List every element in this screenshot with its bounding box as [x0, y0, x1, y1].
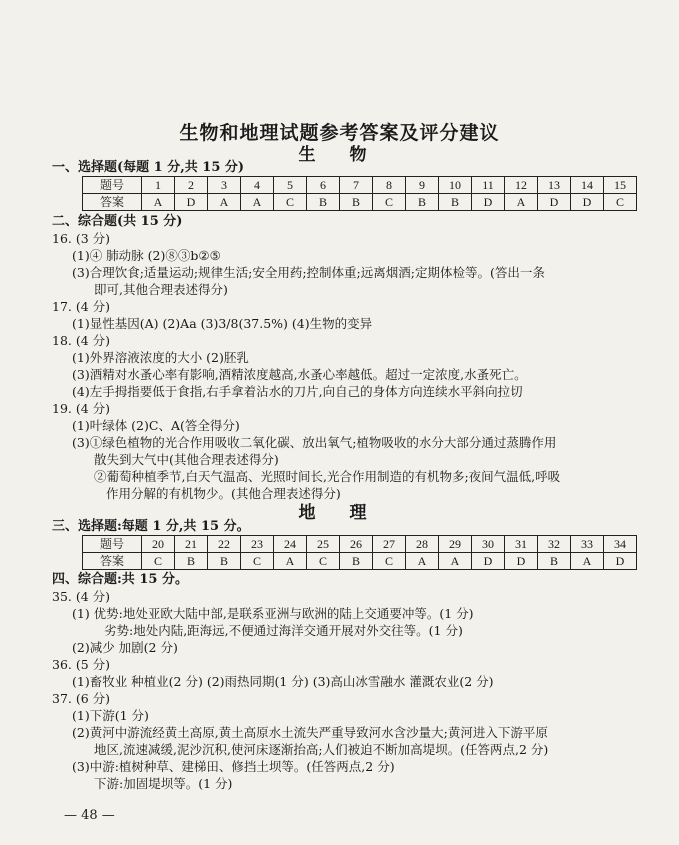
page-number: — 48 —: [64, 808, 115, 823]
q35-answer-1-disadvantage: 劣势:地处内陆,距海远,不便通过海洋交通开展对外交往等。(1 分): [104, 623, 463, 638]
answer-cell: B: [439, 194, 472, 211]
q37-answer-2-cont: 地区,流速减缓,泥沙沉积,使河床逐渐抬高;人们被迫不断加高堤坝。(任答两点,2 分): [94, 742, 549, 757]
answer-cell: D: [505, 553, 538, 570]
q35-answer-2: (2)减少 加剧(2 分): [72, 640, 178, 655]
row-label: 题号: [83, 536, 142, 553]
question-number-cell: 34: [604, 536, 637, 553]
table-row: [83, 194, 637, 211]
answer-cell: A: [274, 553, 307, 570]
answer-cell: D: [472, 194, 505, 211]
q37-answer-2: (2)黄河中游流经黄土高原,黄土高原水土流失严重导致河水含沙量大;黄河进入下游平原: [72, 725, 548, 740]
answer-cell: D: [538, 194, 571, 211]
q37-heading: 37. (6 分): [52, 691, 111, 706]
answer-cell: C: [307, 553, 340, 570]
question-number-cell: 8: [373, 177, 406, 194]
answer-cell: B: [406, 194, 439, 211]
q18-answer-4: (4)左手拇指要低于食指,右手拿着沾水的刀片,向自己的身体方向连续水平斜向拉切: [72, 384, 523, 399]
question-number-cell: 13: [538, 177, 571, 194]
answer-cell: A: [142, 194, 175, 211]
answer-cell: A: [208, 194, 241, 211]
table-row: [83, 177, 637, 194]
geo-answer-table: [82, 535, 637, 570]
geography-heading: 地 理: [298, 503, 381, 523]
q35-heading: 35. (4 分): [52, 589, 111, 604]
question-number-cell: 23: [241, 536, 274, 553]
question-number-cell: 4: [241, 177, 274, 194]
question-number-cell: 14: [571, 177, 604, 194]
question-number-cell: 3: [208, 177, 241, 194]
answer-cell: C: [274, 194, 307, 211]
question-number-cell: 11: [472, 177, 505, 194]
q17-heading: 17. (4 分): [52, 299, 111, 314]
question-number-cell: 2: [175, 177, 208, 194]
question-number-cell: 9: [406, 177, 439, 194]
q16-answer-1-2: (1)④ 肺动脉 (2)⑧③b②⑤: [72, 248, 221, 263]
table-row: [83, 553, 637, 570]
question-number-cell: 31: [505, 536, 538, 553]
q36-heading: 36. (5 分): [52, 657, 111, 672]
q16-answer-3: (3)合理饮食;适量运动;规律生活;安全用药;控制体重;远离烟酒;定期体检等。(答出一条: [72, 265, 545, 280]
q17-answers: (1)显性基因(A) (2)Aa (3)3/8(37.5%) (4)生物的变异: [72, 316, 373, 331]
bio-answer-table: [82, 176, 637, 211]
question-number-cell: 21: [175, 536, 208, 553]
q19-answer-3-1-cont: 散失到大气中(其他合理表述得分): [94, 452, 279, 467]
question-number-cell: 12: [505, 177, 538, 194]
question-number-cell: 10: [439, 177, 472, 194]
q18-heading: 18. (4 分): [52, 333, 111, 348]
question-number-cell: 32: [538, 536, 571, 553]
question-number-cell: 1: [142, 177, 175, 194]
answer-cell: C: [373, 194, 406, 211]
q37-answer-1: (1)下游(1 分): [72, 708, 149, 723]
q18-answer-1-2: (1)外界溶液浓度的大小 (2)胚乳: [72, 350, 249, 365]
page-title: 生物和地理试题参考答案及评分建议: [179, 122, 500, 144]
question-number-cell: 22: [208, 536, 241, 553]
question-number-cell: 28: [406, 536, 439, 553]
question-number-cell: 7: [340, 177, 373, 194]
q16-heading: 16. (3 分): [52, 231, 111, 246]
q19-answer-3-2-cont: 作用分解的有机物少。(其他合理表述得分): [106, 486, 341, 501]
question-number-cell: 26: [340, 536, 373, 553]
geo-section-3-heading: 三、选择题:每题 1 分,共 15 分。: [52, 519, 250, 534]
q19-answer-3-1: (3)①绿色植物的光合作用吸收二氧化碳、放出氧气;植物吸收的水分大部分通过蒸腾作用: [72, 435, 557, 450]
geo-section-4-heading: 四、综合题:共 15 分。: [52, 572, 188, 587]
answer-cell: C: [142, 553, 175, 570]
q36-answers: (1)畜牧业 种植业(2 分) (2)雨热同期(1 分) (3)高山冰雪融水 灌溉农业(2 分): [72, 674, 494, 689]
answer-cell: D: [175, 194, 208, 211]
q19-answer-3-2: ②葡萄种植季节,白天气温高、光照时间长,光合作用制造的有机物多;夜间气温低,呼吸: [94, 469, 561, 484]
answer-cell: B: [175, 553, 208, 570]
answer-cell: A: [439, 553, 472, 570]
q37-answer-3-downstream: 下游:加固堤坝等。(1 分): [94, 776, 233, 791]
answer-cell: C: [241, 553, 274, 570]
question-number-cell: 30: [472, 536, 505, 553]
question-number-cell: 5: [274, 177, 307, 194]
q37-answer-3-midstream: (3)中游:植树种草、建梯田、修挡土坝等。(任答两点,2 分): [72, 759, 395, 774]
row-label: 答案: [83, 553, 142, 570]
answer-cell: B: [340, 194, 373, 211]
answer-cell: D: [571, 194, 604, 211]
question-number-cell: 20: [142, 536, 175, 553]
question-number-cell: 15: [604, 177, 637, 194]
q18-answer-3: (3)酒精对水蚤心率有影响,酒精浓度越高,水蚤心率越低。超过一定浓度,水蚤死亡。: [72, 367, 527, 382]
question-number-cell: 27: [373, 536, 406, 553]
answer-cell: C: [373, 553, 406, 570]
question-number-cell: 6: [307, 177, 340, 194]
q35-answer-1-advantage: (1) 优势:地处亚欧大陆中部,是联系亚洲与欧洲的陆上交通要冲等。(1 分): [72, 606, 474, 621]
q19-answer-1-2: (1)叶绿体 (2)C、A(答全得分): [72, 418, 240, 433]
biology-heading: 生 物: [298, 145, 381, 165]
question-number-cell: 24: [274, 536, 307, 553]
question-number-cell: 33: [571, 536, 604, 553]
question-number-cell: 25: [307, 536, 340, 553]
row-label: 题号: [83, 177, 142, 194]
answer-cell: A: [241, 194, 274, 211]
answer-cell: B: [307, 194, 340, 211]
answer-cell: D: [604, 553, 637, 570]
answer-cell: D: [472, 553, 505, 570]
table-row: [83, 536, 637, 553]
answer-cell: A: [505, 194, 538, 211]
question-number-cell: 29: [439, 536, 472, 553]
q19-heading: 19. (4 分): [52, 401, 111, 416]
answer-cell: B: [538, 553, 571, 570]
q16-answer-3-cont: 即可,其他合理表述得分): [94, 282, 228, 297]
row-label: 答案: [83, 194, 142, 211]
answer-cell: B: [340, 553, 373, 570]
bio-section-1-heading: 一、选择题(每题 1 分,共 15 分): [52, 160, 245, 175]
answer-cell: C: [604, 194, 637, 211]
answer-cell: A: [571, 553, 604, 570]
answer-cell: A: [406, 553, 439, 570]
answer-cell: B: [208, 553, 241, 570]
bio-section-2-heading: 二、综合题(共 15 分): [52, 214, 183, 229]
